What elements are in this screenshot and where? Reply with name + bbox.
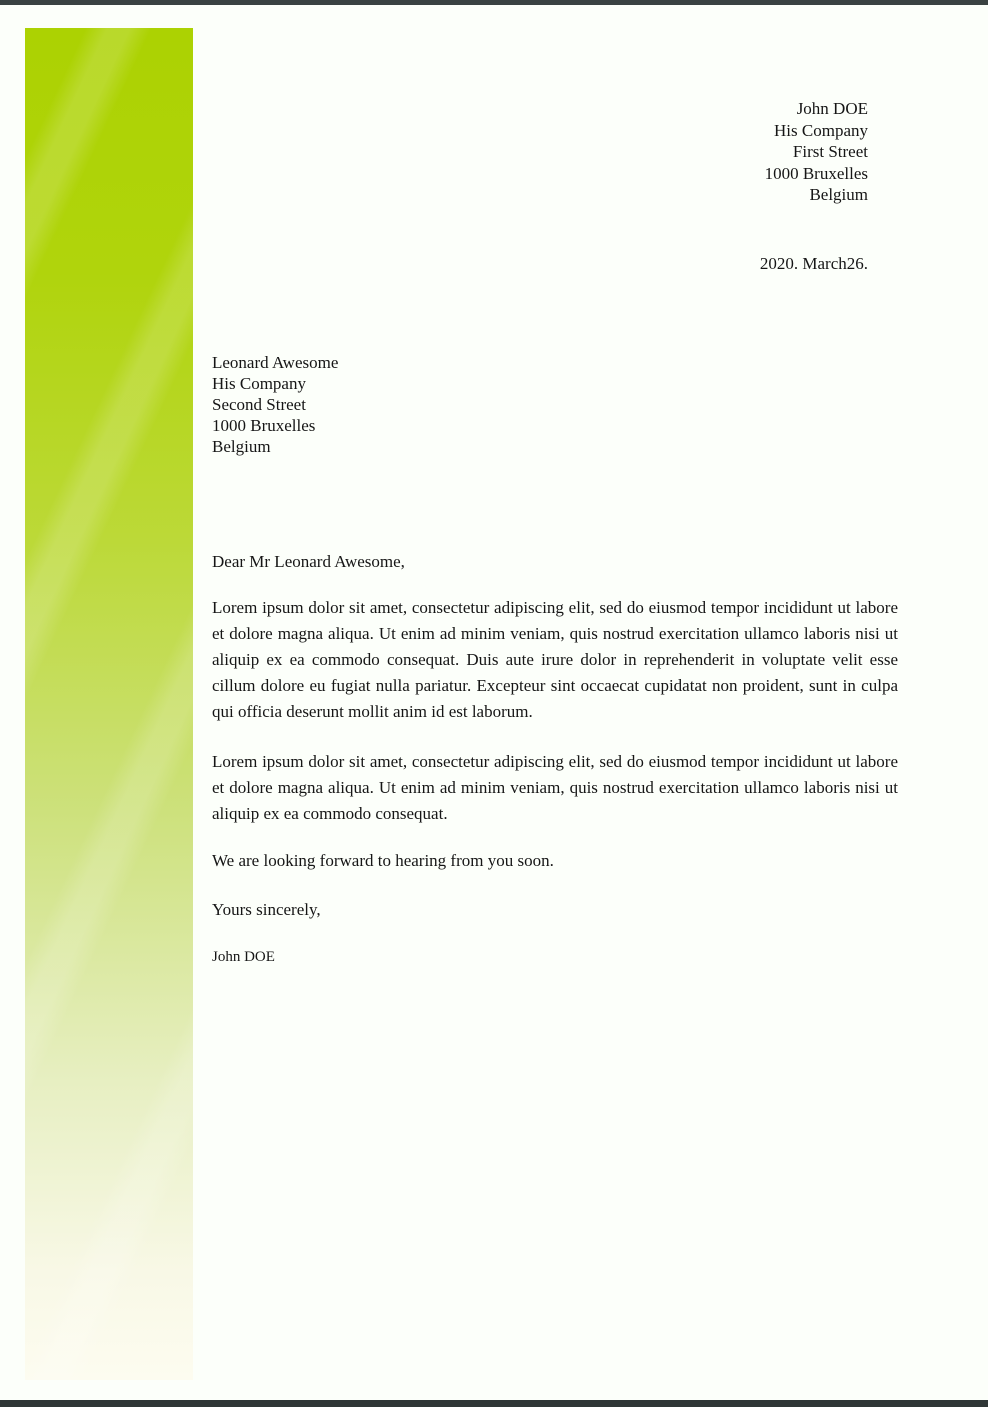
recipient-name: Leonard Awesome	[212, 353, 339, 372]
sidebar-gradient-bar	[25, 28, 193, 1380]
recipient-company: His Company	[212, 374, 306, 393]
sender-country: Belgium	[809, 185, 868, 204]
recipient-country: Belgium	[212, 437, 271, 456]
window-top-edge	[0, 0, 988, 5]
body-paragraph-2: Lorem ipsum dolor sit amet, consectetur adipiscing elit, sed do eiusmod tempor incididunt ut labore et dolore magna aliqua. Ut enim ad minim veniam, quis nostrud exercitation ullamco laboris nisi ut aliquip ex ea commodo consequat.	[212, 752, 898, 823]
signature-name: John DOE	[212, 949, 275, 965]
closing-line: We are looking forward to hearing from you soon.	[212, 851, 554, 870]
sender-company: His Company	[774, 120, 868, 140]
salutation: Dear Mr Leonard Awesome,	[212, 552, 405, 571]
letter-date: 2020. March26.	[759, 254, 868, 273]
sender-city: 1000 Bruxelles	[764, 163, 868, 183]
recipient-city: 1000 Bruxelles	[212, 416, 316, 435]
window-bottom-edge	[0, 1400, 988, 1407]
sender-name: John DOE	[796, 99, 868, 118]
valediction: Yours sincerely,	[212, 900, 321, 919]
recipient-address-block	[212, 352, 338, 457]
sender-street: First Street	[792, 142, 868, 161]
body-paragraph-1: Lorem ipsum dolor sit amet, consectetur adipiscing elit, sed do eiusmod tempor incididunt ut labore et dolore magna aliqua. Ut enim ad minim veniam, quis nostrud exercitation ullamco laboris nisi ut aliquip ex ea commodo consequat. Duis aute irure dolor in reprehenderit in voluptate velit esse cillum dolore eu fugiat nulla pariatur. Excepteur sint occaecat cupidatat non proident, sunt in culpa qui officia deserunt mollit anim id est laborum.	[212, 598, 898, 721]
sender-address-block	[765, 98, 868, 206]
recipient-street: Second Street	[212, 395, 306, 414]
